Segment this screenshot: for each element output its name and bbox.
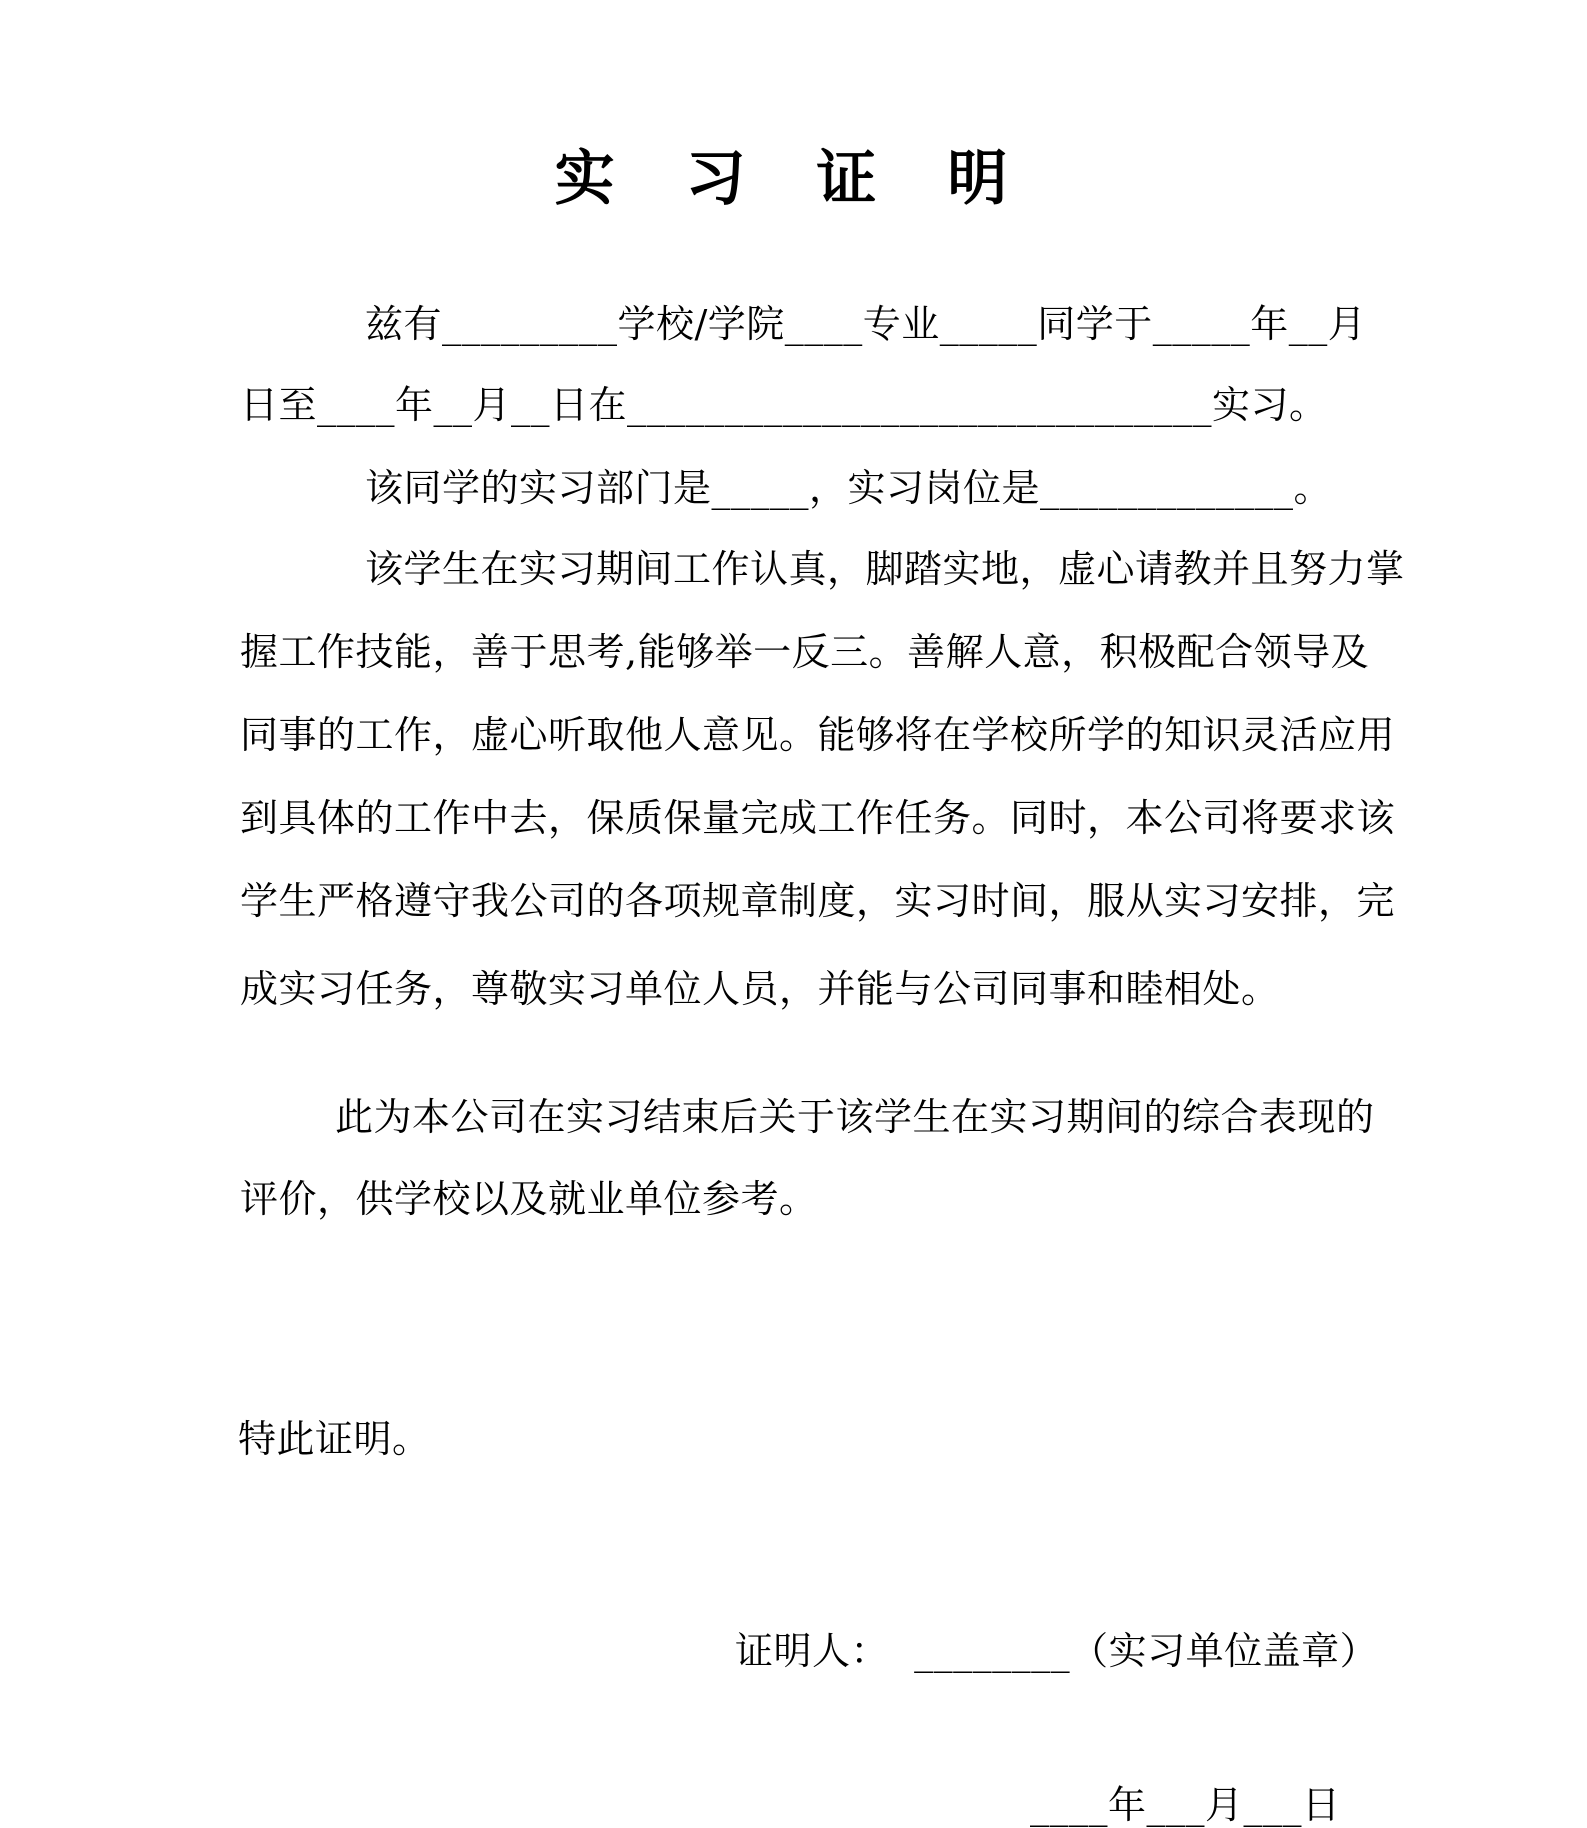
department-line: 该同学的实习部门是_____，实习岗位是_____________。 (365, 466, 1333, 510)
evaluation-line-4: 到具体的工作中去，保质保量完成工作任务。同时，本公司将要求该 (240, 796, 1396, 840)
evaluation-line-6: 成实习任务，尊敬实习单位人员，并能与公司同事和睦相处。 (240, 967, 1280, 1011)
summary-line-2: 评价，供学校以及就业单位参考。 (240, 1177, 818, 1221)
evaluation-line-5: 学生严格遵守我公司的各项规章制度，实习时间，服从实习安排，完 (240, 879, 1396, 923)
page-title: 实 习 证 明 (554, 144, 1033, 214)
evaluation-line-1: 该学生在实习期间工作认真，脚踏实地，虚心请教并且努力掌 (365, 547, 1405, 591)
intro-line-1: 兹有_________学校/学院____专业_____同学于_____年__月 (365, 302, 1367, 346)
date-line: ____年___月___日 (1030, 1783, 1341, 1827)
evaluation-line-2: 握工作技能，善于思考,能够举一反三。善解人意，积极配合领导及 (240, 630, 1370, 674)
evaluation-line-3: 同事的工作，虚心听取他人意见。能够将在学校所学的知识灵活应用 (240, 713, 1396, 757)
intro-line-2: 日至____年__月__日在______________________________实习。 (240, 383, 1328, 427)
summary-line-1: 此为本公司在实习结束后关于该学生在实习期间的综合表现的 (335, 1095, 1375, 1139)
signer-line: 证明人： ________（实习单位盖章） (735, 1629, 1379, 1673)
closing-statement: 特此证明。 (238, 1417, 431, 1461)
